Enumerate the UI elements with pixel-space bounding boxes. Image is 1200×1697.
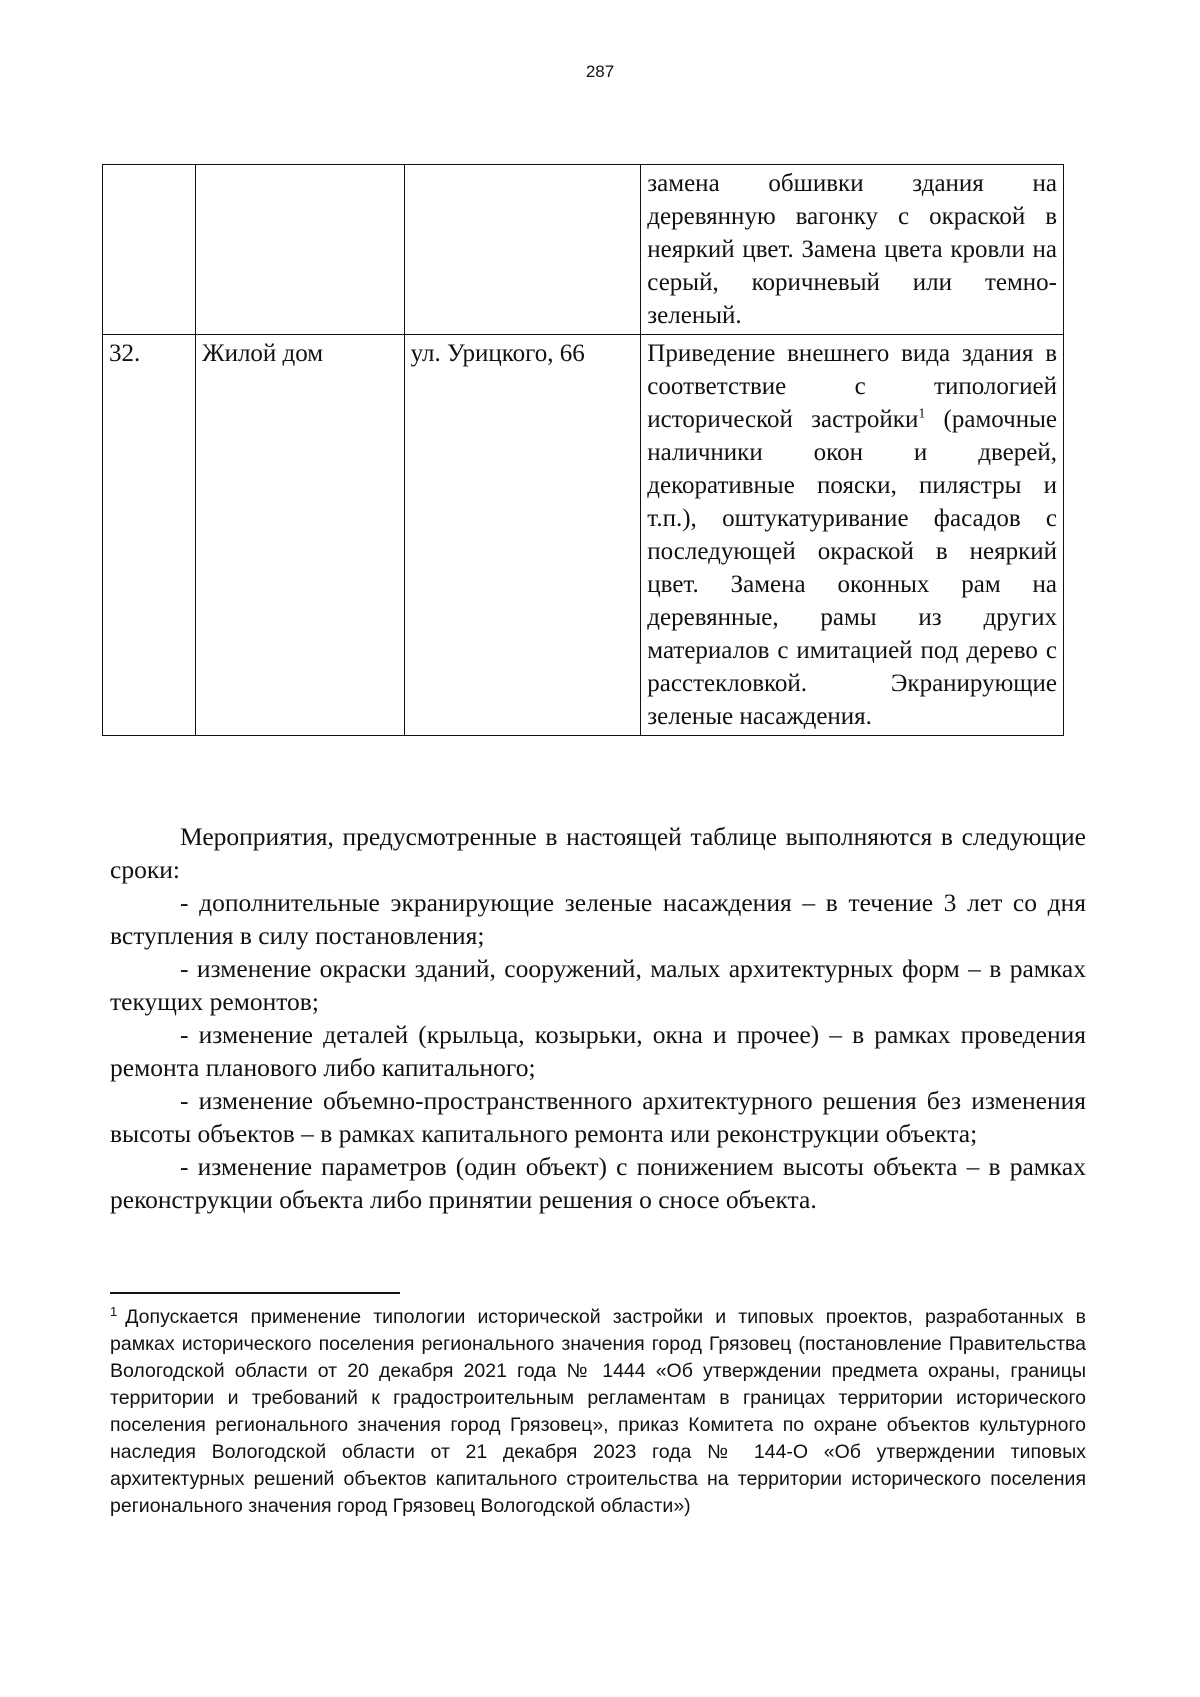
object-name-cell: Жилой дом: [196, 335, 404, 736]
measures-text-part2: (рамочные наличники окон и дверей, декоративные пояски, пилястры и т.п.), оштукатуривание фасадов с последующей окраской в неяркий цвет. Замена оконных рам на деревянные, рамы из других материалов с имитацией под дерево с расстекловкой. Экранирующие зеленые насаждения.: [647, 406, 1057, 730]
table-row: [103, 165, 1064, 335]
object-name-cell: [196, 165, 404, 335]
paragraph: - изменение окраски зданий, сооружений, малых архитектурных форм – в рамках текущих ремонтов;: [110, 954, 1086, 1016]
address-cell: ул. Урицкого, 66: [404, 335, 641, 736]
paragraph: - изменение объемно-пространственного архитектурного решения без изменения высоты объектов – в рамках капитального ремонта или реконструкции объекта;: [110, 1086, 1086, 1148]
paragraph: - дополнительные экранирующие зеленые насаждения – в течение 3 лет со дня вступления в силу постановления;: [110, 888, 1086, 950]
footnote: [110, 1304, 1086, 1520]
paragraph: - изменение параметров (один объект) с понижением высоты объекта – в рамках реконструкции объекта либо принятии решения о сносе объекта.: [110, 1152, 1086, 1214]
footnote-mark: 1: [110, 1303, 118, 1319]
footnote-text: Допускается применение типологии исторической застройки и типовых проектов, разработанных в рамках исторического поселения регионального значения город Грязовец (постановление Правительства Вологодской области от 20 декабря 2021 года № 1444 «Об утверждении предмета охраны, границы территории и требований к градостроительным регламентам в границах территории исторического поселения регионального значения город Грязовец», приказ Комитета по охране объектов культурного наследия Вологодской области от 21 декабря 2023 года № 144-О «Об утверждении типовых архитектурных решений объектов капитального строительства на территории исторического поселения регионального значения город Грязовец Вологодской области»): [110, 1306, 1086, 1517]
measures-text-part1: Приведение внешнего вида здания в соответствие с типологией исторической застройки: [647, 340, 1057, 433]
table-row: [103, 335, 1064, 736]
measures-cell: [641, 335, 1064, 736]
body-text: [110, 820, 1086, 1216]
page-number: 287: [585, 62, 615, 81]
row-number-cell: [103, 165, 196, 335]
row-number-cell: 32.: [103, 335, 196, 736]
paragraph: - изменение деталей (крыльца, козырьки, окна и прочее) – в рамках проведения ремонта планового либо капитального;: [110, 1020, 1086, 1082]
measures-cell: замена обшивки здания на деревянную вагонку с окраской в неяркий цвет. Замена цвета кровли на серый, коричневый или темно-зеленый.: [641, 165, 1064, 335]
address-cell: [404, 165, 641, 335]
paragraph: Мероприятия, предусмотренные в настоящей таблице выполняются в следующие сроки:: [110, 822, 1086, 884]
footnote-reference[interactable]: 1: [918, 406, 926, 422]
footnote-divider: [110, 1292, 400, 1294]
measures-table: [102, 164, 1064, 736]
